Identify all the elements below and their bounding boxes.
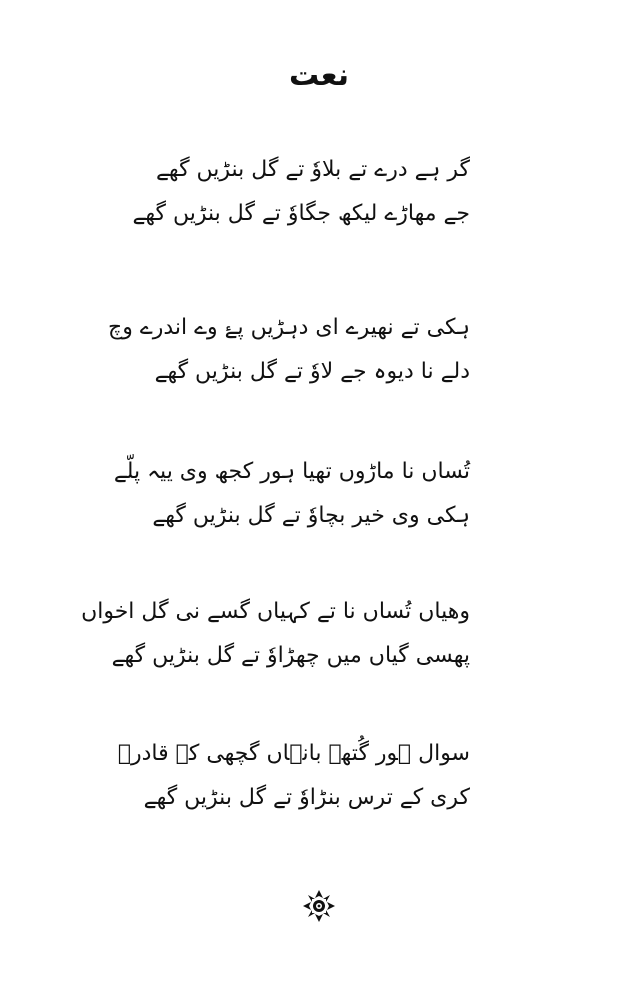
verse-line: ہکی تے نھیرے ای دہڑیں پۓ وے اندرے وچ [108, 315, 470, 340]
verse-line: کری کے ترس بنڑاوٗ تے گل بنڑیں گھے [143, 785, 470, 810]
stanza-3 [113, 450, 470, 538]
floral-ornament-icon [301, 888, 337, 924]
verse-line: وھیاں تُساں نا تے کہیاں گسے نی گل اخواں [81, 599, 470, 624]
verse-line: ہکی وی خیر بچاوٗ تے گل بنڑیں گھے [152, 503, 470, 528]
stanza-4 [81, 590, 470, 678]
page-title: نعت [289, 58, 349, 93]
verse-line: پھسی گیاں میں چھڑاوٗ تے گل بنڑیں گھے [111, 643, 470, 668]
verse-line: سوال ہور گُتھے بانہاں گچھی کے قادرؔ [117, 741, 470, 766]
stanza-1 [132, 148, 470, 236]
verse-line: تُساں نا ماڑوں تھیا ہور کجھ وی ییہ پلّے [113, 459, 470, 484]
verse-line: دلے نا دیوہ جے لاوٗ تے گل بنڑیں گھے [154, 359, 470, 384]
verse-line: جے مھاڑے لیکھ جگاوٗ تے گل بنڑیں گھے [132, 201, 470, 226]
stanza-5 [117, 732, 470, 820]
verse-line: گر ہے درے تے بلاوٗ تے گل بنڑیں گھے [156, 157, 470, 182]
stanza-2 [108, 306, 470, 394]
